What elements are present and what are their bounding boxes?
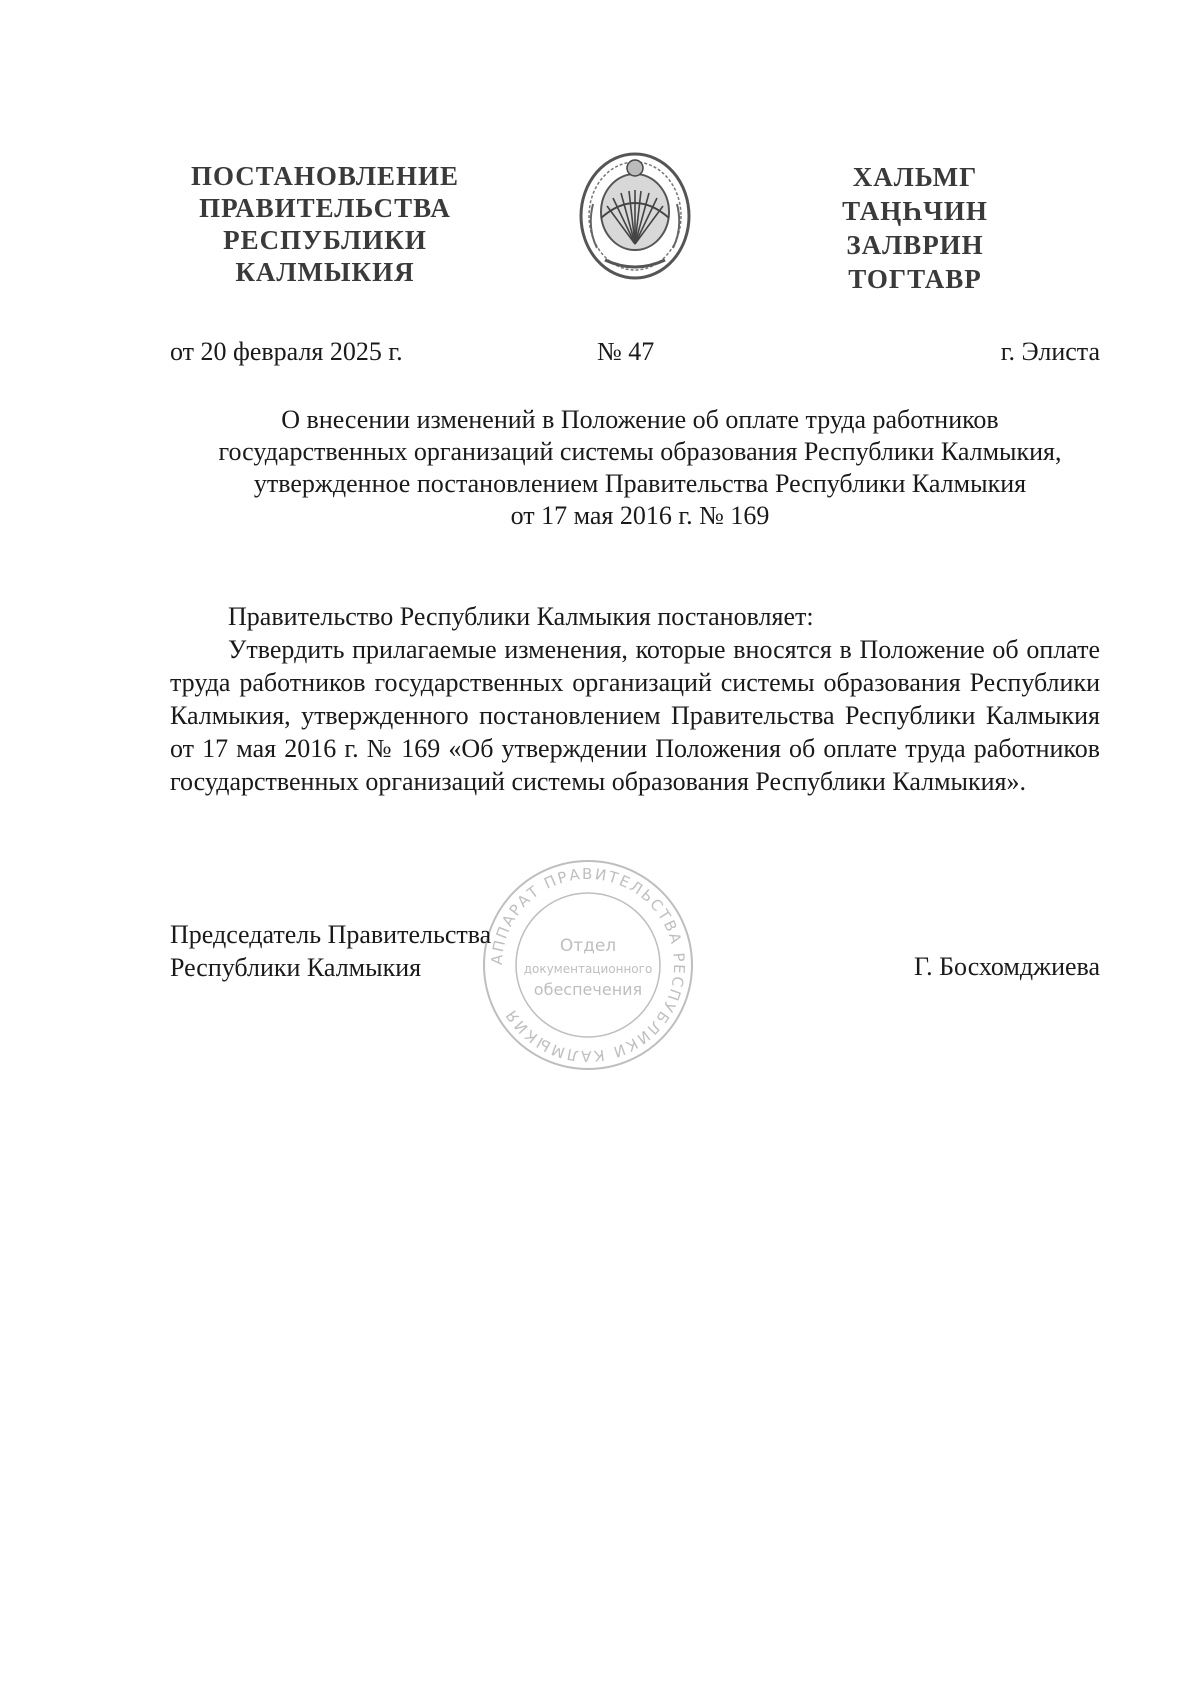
header-ru-line: ПОСТАНОВЛЕНИЕ (190, 161, 460, 191)
header-kal-line: ТОГТАВР (848, 264, 982, 294)
header-ru-line: РЕСПУБЛИКИ (223, 225, 427, 255)
stamp-center-line: обеспечения (533, 980, 643, 999)
header-ru-line: КАЛМЫКИЯ (235, 257, 415, 287)
signer-position-line: Председатель Правительства (170, 920, 492, 949)
header-kal-line: ХАЛЬМГ (852, 162, 978, 192)
header-russian (180, 160, 470, 288)
decree-paragraph: Утвердить прилагаемые изменения, которые вносятся в Положение об оплате труда работников государственных организаций системы образования Республики Калмыкия, утвержденного постановлением Правительства Республики Калмыкия от 17 мая 2016 г. № 169 «Об утверждении Положения об оплате труда работников государственных организаций системы образования Республики Калмыкия». (170, 635, 1100, 796)
stamp-center-line: Отдел (559, 936, 617, 956)
stamp-ring-text: АППАРАТ ПРАВИТЕЛЬСТВА РЕСПУБЛИКИ КАЛМЫКИЯ (487, 864, 689, 1066)
decree-title (160, 404, 1120, 532)
signer-name: Г. Босхомджиева (914, 952, 1100, 981)
header-kal-line: ЗАЛВРИН (846, 230, 984, 260)
header-ru-line: ПРАВИТЕЛЬСТВА (199, 193, 451, 223)
decree-body (170, 600, 1100, 798)
decree-city: г. Элиста (1000, 337, 1100, 366)
intro-paragraph: Правительство Республики Калмыкия постановляет: (228, 602, 814, 631)
decree-date: от 20 февраля 2025 г. (170, 337, 403, 366)
header-kalmyk (830, 160, 1000, 296)
title-line: от 17 мая 2016 г. № 169 (510, 501, 770, 530)
title-line: государственных организаций системы образования Республики Калмыкия, (218, 437, 1062, 466)
title-line: утвержденное постановлением Правительства Республики Калмыкия (253, 469, 1027, 498)
title-line: О внесении изменений в Положение об оплате труда работников (281, 405, 999, 434)
decree-number: № 47 (597, 337, 655, 366)
stamp-center-line: документационного (523, 962, 653, 976)
kalmykia-coat-of-arms-icon (575, 148, 695, 284)
signer-position-line: Республики Калмыкия (170, 953, 422, 982)
official-stamp (478, 855, 698, 1075)
header-kal-line: ТАҢҺЧИН (842, 196, 988, 226)
signer-position (170, 918, 491, 984)
